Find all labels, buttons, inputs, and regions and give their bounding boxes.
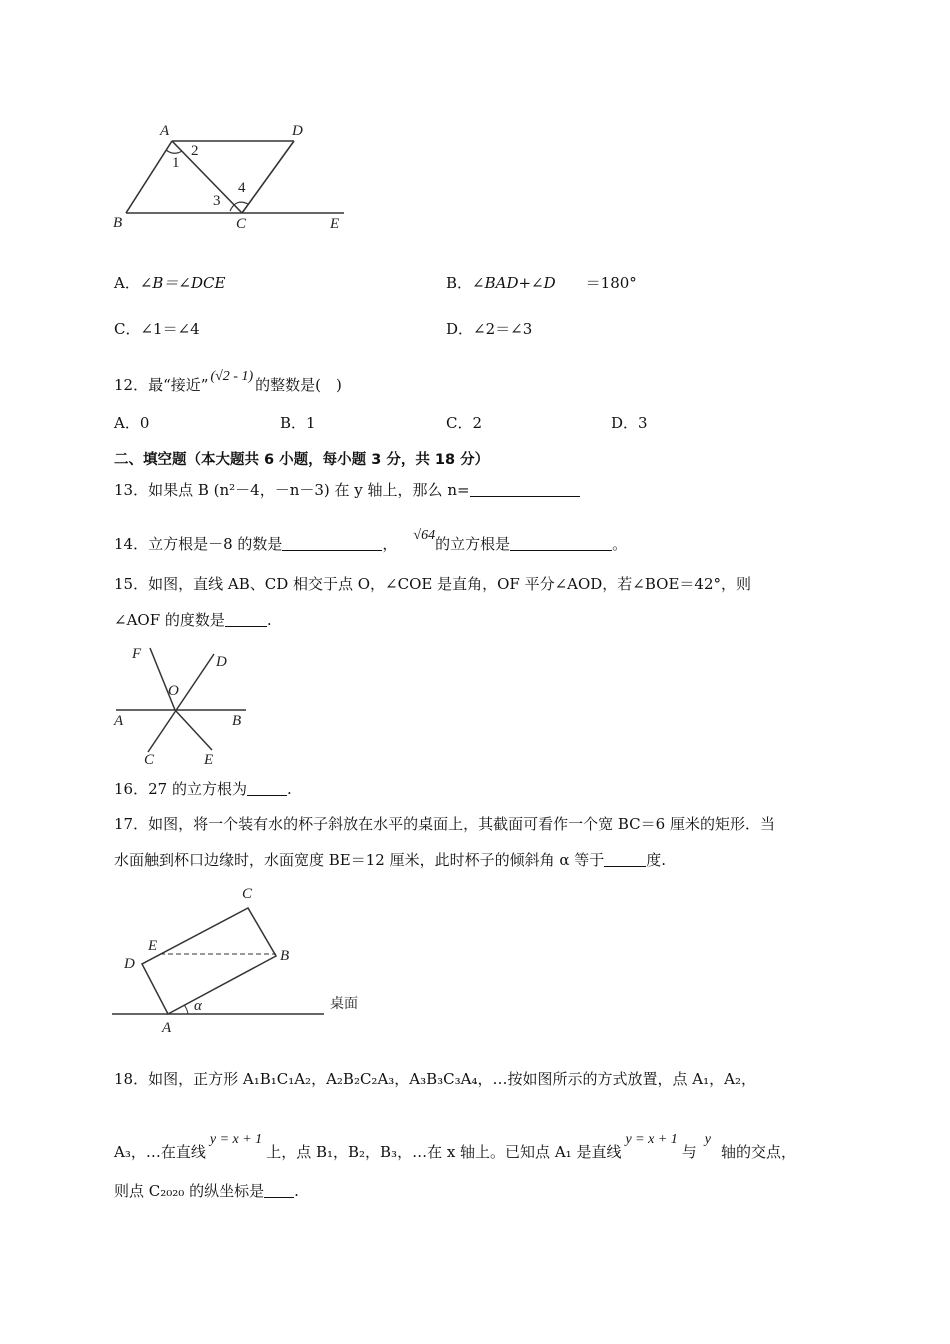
q18-answer-blank[interactable] [264,1181,294,1198]
side-line-DC [242,141,294,213]
label-angle-3: 3 [213,193,221,209]
q15-line1: 15．如图，直线 AB、CD 相交于点 O，∠COE 是直角，OF 平分∠AOD，若∠BOE＝42°，则 [114,575,752,593]
q13: 13．如果点 B (n²－4，－n－3) 在 y 轴上，那么 n= [114,480,580,500]
label-A: A [114,713,124,729]
q17-line1: 17．如图，将一个装有水的杯子斜放在水平的桌面上，其截面可看作一个宽 BC＝6 厘米的矩形．当 [114,815,775,833]
q11-option-b: B．∠BAD+∠D ＝180° [446,274,637,292]
label-angle-2: 2 [191,143,199,159]
q18-line1: 18．如图，正方形 A₁B₁C₁A₂，A₂B₂C₂A₃，A₃B₃C₃A₄，…按如图所示的方式放置，点 A₁，A₂， [114,1070,756,1088]
label-O: O [168,683,179,699]
label-D: D [216,654,227,670]
label-alpha: α [194,998,202,1014]
q18-line2: A₃，…在直线y = x + 1上，点 B₁，B₂，B₃，…在 x 轴上。已知点 A₁ 是直线y = x + 1与y轴的交点， [114,1132,797,1161]
intersecting-lines-figure [108,640,258,768]
angle-alpha-arc [184,1005,188,1014]
q15-line2: ∠AOF 的度数是 . [114,611,272,629]
q12-option-d: D．3 [611,414,648,432]
tilted-cup-figure [108,878,378,1038]
label-A: A [160,123,170,139]
q18-formula-3: y [704,1132,712,1147]
label-E: E [330,216,340,232]
q11-option-c: C．∠1＝∠4 [114,320,200,338]
label-C: C [144,752,155,768]
label-E: E [204,752,214,768]
parallelogram-figure [108,118,358,238]
q14-answer-blank-1[interactable] [282,534,382,551]
label-F: F [132,646,142,662]
label-B: B [232,713,242,729]
q12-option-b: B．1 [280,414,316,432]
diagonal-AC [172,141,242,213]
ray-OE [175,710,212,750]
label-B: B [113,215,123,231]
q11-option-a: A．∠B＝∠DCE [114,274,226,292]
q13-answer-blank[interactable] [470,480,580,497]
q16-answer-blank[interactable] [247,779,287,796]
label-D: D [124,956,135,972]
side-line-AB [126,141,172,213]
q14-formula: √64 [413,528,436,543]
q15-answer-blank[interactable] [225,610,267,627]
section-heading: 二、填空题（本大题共 6 小题，每小题 3 分，共 18 分） [114,452,490,468]
label-B: B [280,948,290,964]
angle-arc-A [166,150,182,153]
q17-line2: 水面触到杯口边缘时，水面宽度 BE＝12 厘米，此时杯子的倾斜角 α 等于 度. [114,851,667,869]
q18-formula-2: y = x + 1 [625,1132,678,1147]
label-angle-4: 4 [238,180,246,196]
q16: 16．27 的立方根为 . [114,780,292,798]
label-C: C [242,886,253,902]
q17-answer-blank[interactable] [604,850,646,867]
label-desk: 桌面 [330,996,358,1012]
q12-formula: (√2 - 1) [210,369,254,384]
q12-option-a: A．0 [114,414,150,432]
label-angle-1: 1 [172,155,180,171]
q18-formula-1: y = x + 1 [209,1132,263,1147]
q11-option-d: D．∠2＝∠3 [446,320,533,338]
label-C: C [236,216,247,232]
label-A: A [162,1020,172,1036]
q18-line3: 则点 C₂₀₂₀ 的纵坐标是 . [114,1182,299,1200]
label-E: E [148,938,158,954]
q14-answer-blank-2[interactable] [510,534,612,551]
q14: 14．立方根是－8 的数是 ， √64的立方根是 。 [114,528,628,553]
q12-option-c: C．2 [446,414,483,432]
q12-stem: 12．最“接近” (√2 - 1) 的整数是( ) [114,369,342,394]
label-D: D [292,123,303,139]
cup-rectangle [142,908,276,1014]
ray-OF [150,648,175,710]
